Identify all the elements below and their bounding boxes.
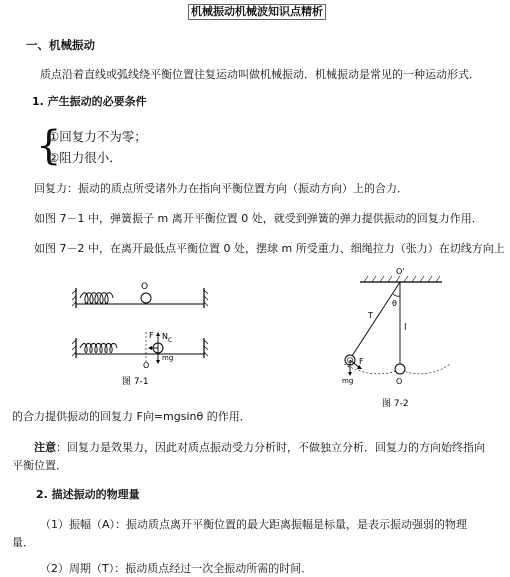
condition-2: ②阻力很小． xyxy=(48,150,122,165)
section-heading-mechanical-vibration: 一、机械振动 xyxy=(26,38,95,52)
fig72-label-theta: θ xyxy=(392,299,397,308)
left-brace-icon: { xyxy=(36,123,62,169)
note-line-2: 平衡位置． xyxy=(12,459,67,472)
figure-7-1-paragraph: 如图 7－1 中，弹簧振子 m 离开平衡位置 0 处，就受到弹簧的弹力提供振动的回复力作用． xyxy=(34,212,483,225)
fig72-label-o-prime: O' xyxy=(396,268,405,276)
note-text-1: ：回复力是效果力，因此对质点振动受力分析时，不做独立分析．回复力的方向始终指向 xyxy=(56,441,485,454)
fig71-label-f: F xyxy=(149,331,154,340)
fig71-label-n-sub: C xyxy=(168,337,173,344)
restoring-force-paragraph: 回复力：振动的质点所受诸外力在指向平衡位置方向（振动方向）上的合力． xyxy=(34,182,408,195)
figure-7-2-paragraph-continued: 的合力提供振动的回复力 F向=mgsinθ 的作用． xyxy=(12,410,251,423)
fig71-label-n: N xyxy=(162,332,168,341)
condition-1: ①回复力不为零； xyxy=(48,129,147,144)
fig72-label-o: O xyxy=(396,377,403,386)
note-label: 注意 xyxy=(34,441,56,454)
figure-7-1 xyxy=(70,276,220,391)
intro-paragraph: 质点沿着直线或弧线绕平衡位置往复运动叫做机械振动．机械振动是常见的一种运动形式． xyxy=(40,68,480,81)
figure-7-2-paragraph: 如图 7－2 中，在离开最低点平衡位置 0 处，摆球 m 所受重力、细绳拉力（张力）在切线方向上 xyxy=(34,242,505,255)
fig72-label-t: T xyxy=(368,311,373,320)
item-amplitude-line-2: 量． xyxy=(12,536,34,549)
fig72-label-f: F xyxy=(359,357,364,366)
item-amplitude-line-1: （1）振幅（A）：振动质点离开平衡位置的最大距离振幅是标量，是表示振动强弱的物理 xyxy=(40,518,468,531)
figure-7-1-caption: 图 7-1 xyxy=(122,377,149,387)
figure-7-2 xyxy=(332,268,452,413)
document-title: 机械振动机械波知识点精析 xyxy=(188,4,326,20)
fig72-label-mg: mg xyxy=(342,377,354,385)
fig71-label-o-top: O xyxy=(141,282,149,292)
figure-7-2-caption: 图 7-2 xyxy=(382,399,409,409)
subheading-conditions: 1. 产生振动的必要条件 xyxy=(32,95,147,108)
subheading-quantities: 2. 描述振动的物理量 xyxy=(36,488,140,501)
fig71-label-o-bottom: O xyxy=(143,361,150,370)
fig71-label-mg: mg xyxy=(162,354,174,362)
item-period: （2）周期（T）：振动质点经过一次全振动所需的时间． xyxy=(40,562,313,575)
fig72-label-l: l xyxy=(404,323,407,333)
note-line-1 xyxy=(34,441,485,455)
